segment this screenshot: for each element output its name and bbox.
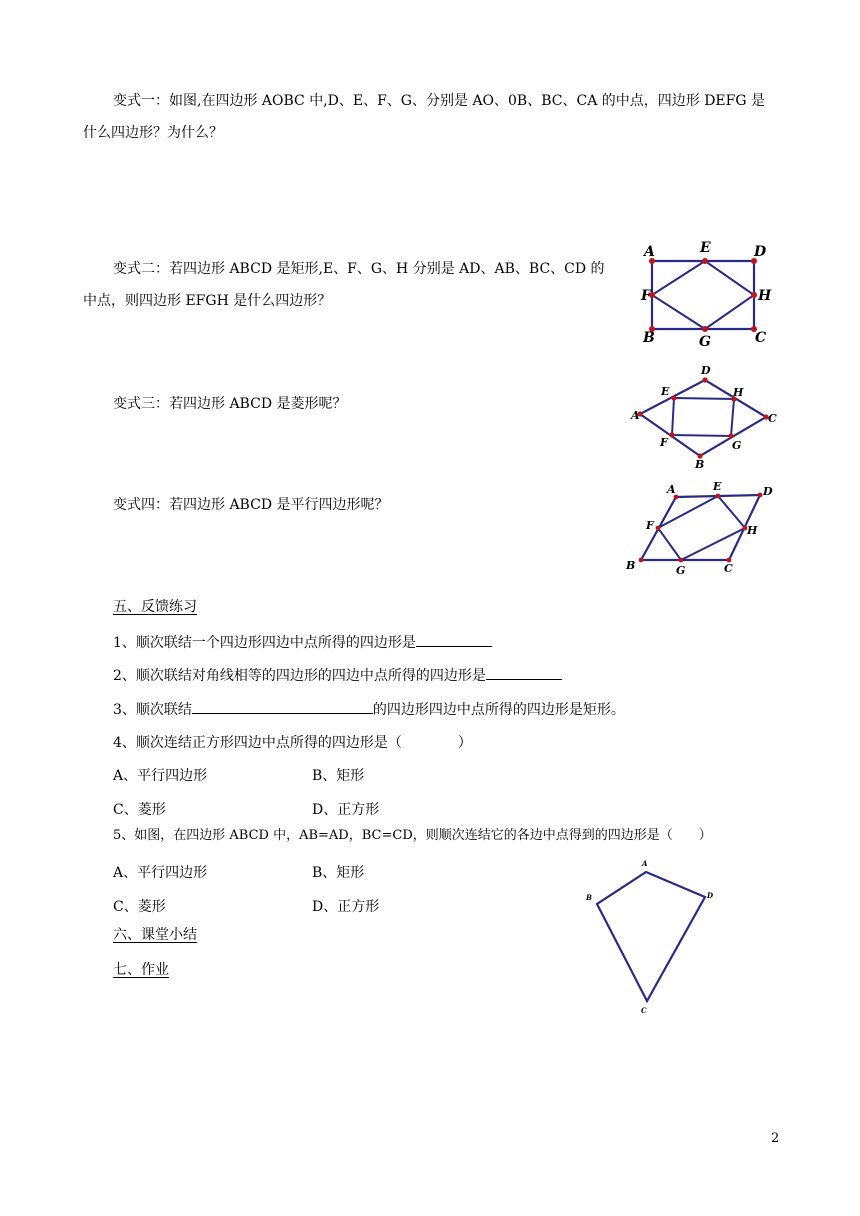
answer-blank-2[interactable] (486, 665, 562, 680)
question-3-suffix: 的四边形四边中点所得的四边形是矩形。 (372, 702, 625, 718)
label-e: E (713, 480, 722, 493)
q5-option-c[interactable]: C、菱形 (113, 899, 166, 915)
point-f (669, 432, 674, 437)
label-e: E (661, 385, 670, 398)
label-d: D (763, 485, 773, 498)
label-a: A (642, 859, 648, 868)
question-1-text: 1、顺次联结一个四边形四边中点所得的四边形是 (113, 635, 416, 651)
q4-option-b[interactable]: B、矩形 (312, 768, 365, 784)
label-d: D (754, 244, 767, 260)
label-b: B (695, 458, 705, 471)
parallelogram-midpoint-figure (620, 480, 790, 580)
label-h: H (733, 386, 744, 399)
rhombus-abcd (640, 380, 766, 456)
q5-option-a[interactable]: A、平行四边形 (113, 865, 208, 881)
question-4: 4、顺次连结正方形四边中点所得的四边形是（ ） (113, 735, 472, 751)
label-e: E (700, 240, 711, 256)
label-d: D (707, 891, 714, 900)
variant2-line1: 变式二：若四边形 ABCD 是矩形,E、F、G、H 分别是 AD、AB、BC、CD 的 (113, 261, 605, 277)
label-f: F (641, 288, 651, 304)
variant1-line2: 什么四边形？为什么？ (83, 125, 223, 141)
label-b: B (586, 893, 592, 902)
label-b: B (643, 330, 655, 346)
point-d (702, 377, 707, 382)
page-number: 2 (771, 1131, 780, 1146)
answer-blank-3[interactable] (192, 699, 373, 714)
section6-title: 六、课堂小结 (113, 927, 197, 943)
answer-blank-1[interactable] (416, 632, 492, 647)
variant1-line1: 变式一：如图,在四边形 AOBC 中,D、E、F、G、分别是 AO、0B、BC、CA 的中点，四边形 DEFG 是 (113, 93, 765, 109)
variant4-text: 变式四：若四边形 ABCD 是平行四边形呢？ (113, 497, 389, 513)
label-a: A (667, 483, 676, 496)
label-g: G (699, 334, 711, 350)
point-f (656, 526, 661, 531)
label-g: G (676, 564, 686, 577)
label-a: A (631, 409, 640, 422)
label-a: A (644, 244, 655, 260)
label-b: B (626, 559, 636, 572)
q5-option-b[interactable]: B、矩形 (312, 865, 365, 881)
question-1 (113, 632, 492, 653)
label-d: D (701, 364, 711, 377)
variant3-text: 变式三：若四边形 ABCD 是菱形呢？ (113, 396, 347, 412)
question-3-prefix: 3、顺次联结 (113, 702, 192, 718)
variant2-line2: 中点，则四边形 EFGH 是什么四边形？ (83, 293, 332, 309)
label-h: H (747, 524, 758, 537)
point-e (702, 258, 708, 264)
point-d (758, 493, 763, 498)
question-5: 5、如图，在四边形 ABCD 中，AB=AD，BC=CD，则顺次连结它的各边中点得到的四边形是（ ） (113, 828, 712, 843)
section5-title: 五、反馈练习 (113, 599, 197, 615)
question-2 (113, 665, 562, 686)
point-e (716, 494, 721, 499)
q4-option-a[interactable]: A、平行四边形 (113, 768, 208, 784)
point-g (728, 433, 733, 438)
label-f: F (646, 519, 654, 532)
kite-figure (578, 855, 728, 1020)
question-2-text: 2、顺次联结对角线相等的四边形的四边中点所得的四边形是 (113, 668, 486, 684)
label-c: C (755, 330, 767, 346)
label-g: G (732, 439, 742, 452)
q4-option-c[interactable]: C、菱形 (113, 802, 166, 818)
label-c: C (768, 412, 777, 425)
section7-title: 七、作业 (113, 962, 169, 978)
question-3 (113, 699, 625, 720)
quadrilateral-efgh (672, 398, 734, 436)
label-c: C (641, 1006, 647, 1015)
point-h (751, 292, 757, 298)
rectangle-midpoint-figure (630, 236, 780, 351)
label-h: H (758, 288, 772, 304)
label-c: C (724, 562, 733, 575)
rectangle-abcd (652, 261, 754, 329)
q5-option-d[interactable]: D、正方形 (312, 899, 380, 915)
quadrilateral-efgh (652, 261, 754, 329)
point-e (671, 395, 676, 400)
point-b (639, 558, 644, 563)
q4-option-d[interactable]: D、正方形 (312, 802, 380, 818)
point-g (679, 558, 684, 563)
kite-abcd (597, 872, 705, 1001)
label-f: F (660, 436, 668, 449)
point-g (702, 326, 708, 332)
rhombus-midpoint-figure (625, 362, 785, 474)
